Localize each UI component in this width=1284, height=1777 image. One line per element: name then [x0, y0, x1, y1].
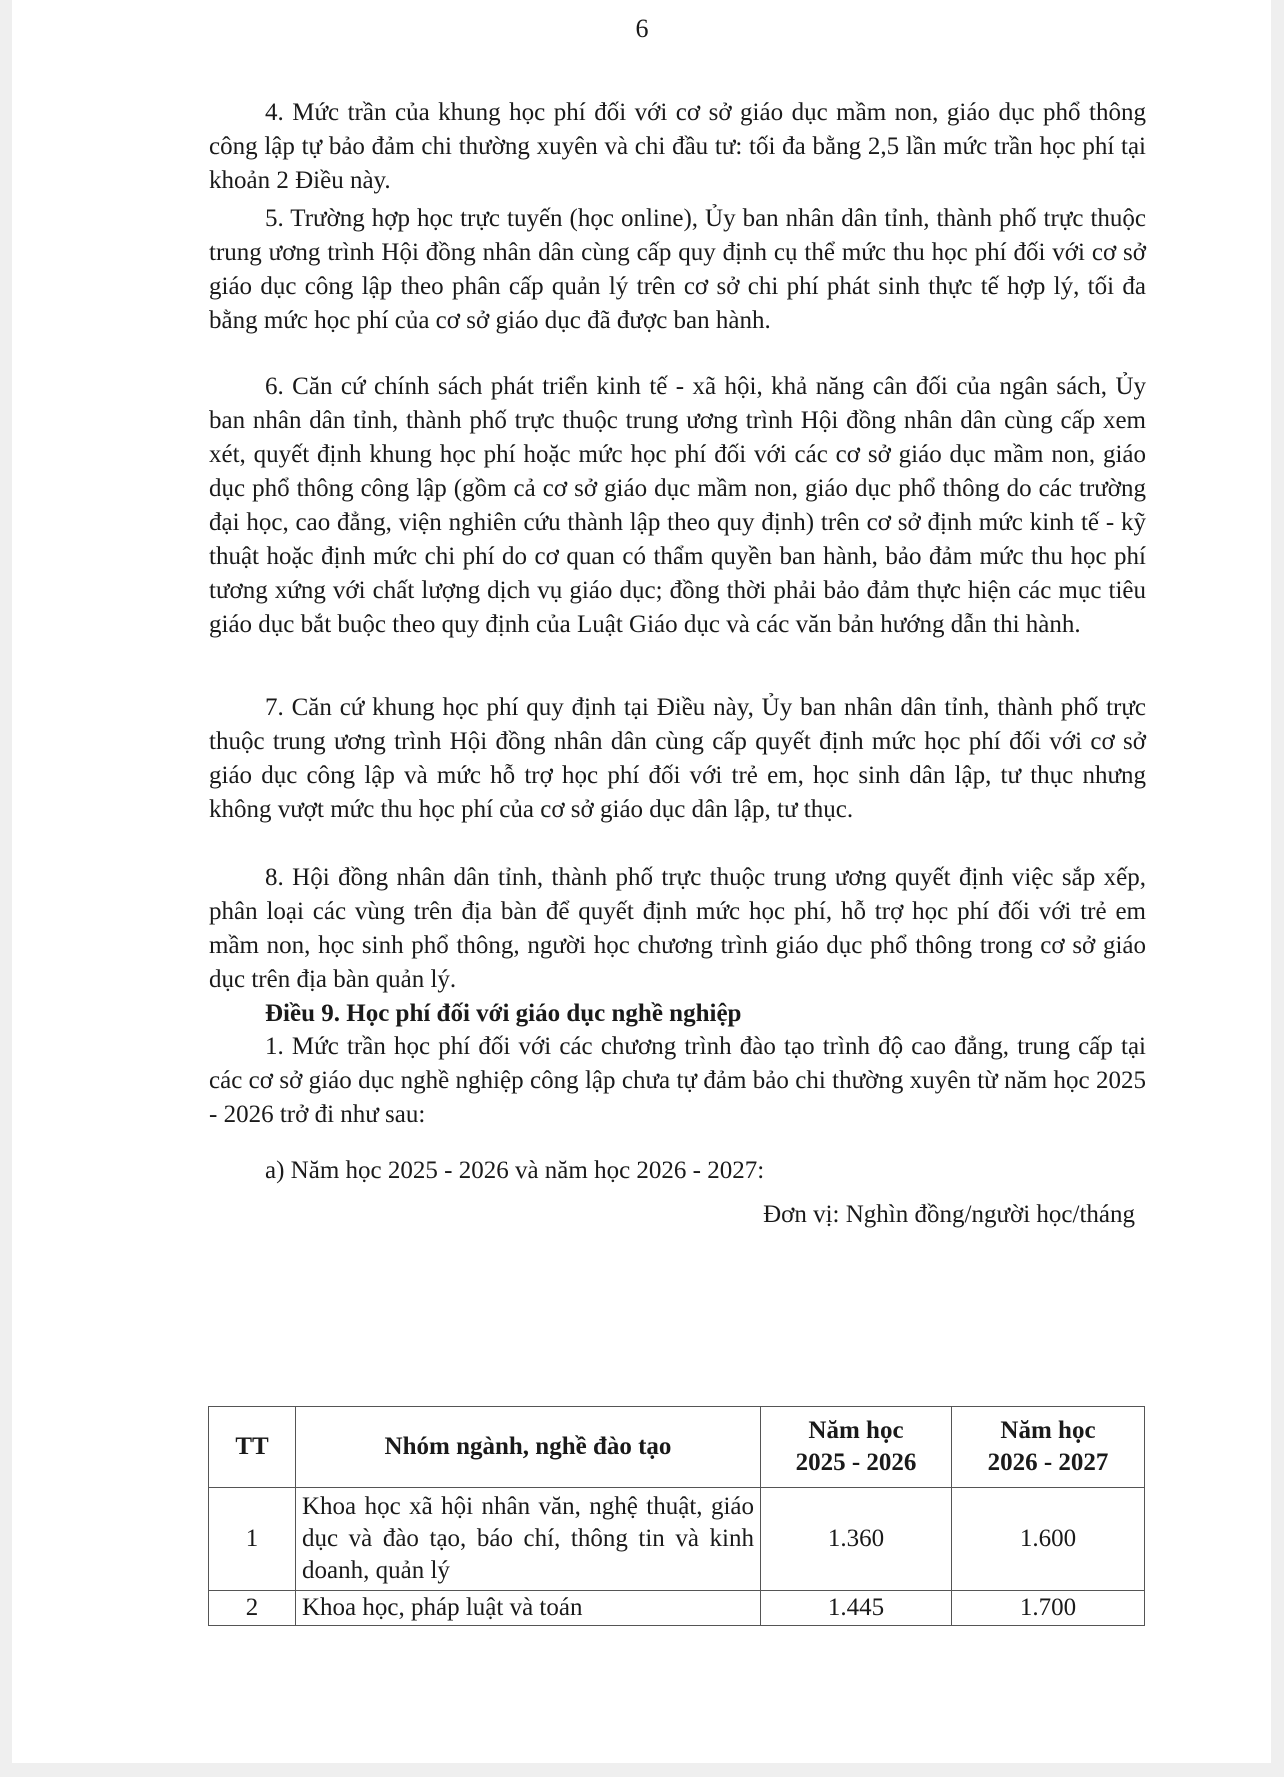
unit-label: Đơn vị: Nghìn đồng/người học/tháng: [763, 1201, 1135, 1228]
cell-name: Khoa học xã hội nhân văn, nghệ thuật, giáo dục và đào tạo, báo chí, thông tin và kinh doanh, quản lý: [296, 1488, 761, 1591]
header-tt: TT: [209, 1407, 296, 1488]
header-year-2025: [761, 1407, 952, 1488]
header-year-2026-line2: 2026 - 2027: [987, 1449, 1109, 1476]
paragraph-clause-8: 8. Hội đồng nhân dân tỉnh, thành phố trực thuộc trung ương quyết định việc sắp xếp, phân loại các vùng trên địa bàn để quyết định mức học phí, hỗ trợ học phí đối với trẻ em mầm non, học sinh phổ thông, người học chương trình giáo dục phổ thông trong cơ sở giáo dục trên địa bàn quản lý.: [209, 864, 1146, 993]
table-header-row: [209, 1407, 1145, 1488]
cell-tt: 1: [209, 1488, 296, 1591]
cell-name: Khoa học, pháp luật và toán: [296, 1591, 761, 1626]
header-year-2025-line1: Năm học: [808, 1417, 904, 1444]
cell-tt: 2: [209, 1591, 296, 1626]
article-heading: Điều 9. Học phí đối với giáo dục nghề nghiệp: [265, 1000, 742, 1027]
cell-year-2026: 1.700: [952, 1591, 1145, 1626]
header-year-2026: [952, 1407, 1145, 1488]
paragraph-clause-5: 5. Trường hợp học trực tuyến (học online), Ủy ban nhân dân tỉnh, thành phố trực thuộc trung ương trình Hội đồng nhân dân cùng cấp quy định cụ thể mức thu học phí đối với cơ sở giáo dục công lập theo phân cấp quản lý trên cơ sở chi phí phát sinh thực tế hợp lý, tối đa bằng mức học phí của cơ sở giáo dục đã được ban hành.: [209, 205, 1146, 334]
header-year-2025-line2: 2025 - 2026: [795, 1449, 917, 1476]
cell-year-2025: 1.445: [761, 1591, 952, 1626]
table-row: [209, 1488, 1145, 1591]
paragraph-clause-6: 6. Căn cứ chính sách phát triển kinh tế - xã hội, khả năng cân đối của ngân sách, Ủy ban nhân dân tỉnh, thành phố trực thuộc trung ương trình Hội đồng nhân dân cùng cấp xem xét, quyết định khung học phí hoặc mức học phí đối với các cơ sở giáo dục mầm non, giáo dục phổ thông công lập (gồm cả cơ sở giáo dục mầm non, giáo dục phổ thông do các trường đại học, cao đẳng, viện nghiên cứu thành lập theo quy định) trên cơ sở định mức kinh tế - kỹ thuật hoặc định mức chi phí do cơ quan có thẩm quyền ban hành, bảo đảm mức thu học phí tương xứng với chất lượng dịch vụ giáo dục; đồng thời phải bảo đảm thực hiện các mục tiêu giáo dục bắt buộc theo quy định của Luật Giáo dục và các văn bản hướng dẫn thi hành.: [209, 373, 1146, 638]
paragraph-clause-7: 7. Căn cứ khung học phí quy định tại Điều này, Ủy ban nhân dân tỉnh, thành phố trực thuộc trung ương trình Hội đồng nhân dân cùng cấp quyết định mức học phí đối với cơ sở giáo dục công lập và mức hỗ trợ học phí đối với trẻ em, học sinh dân lập, tư thục nhưng không vượt mức thu học phí của cơ sở giáo dục dân lập, tư thục.: [209, 694, 1146, 823]
point-a: a) Năm học 2025 - 2026 và năm học 2026 - 2027:: [265, 1157, 765, 1184]
page-number: 6: [635, 14, 649, 43]
cell-year-2026: 1.600: [952, 1488, 1145, 1591]
table-row: [209, 1591, 1145, 1626]
cell-year-2025: 1.360: [761, 1488, 952, 1591]
header-year-2026-line1: Năm học: [1000, 1417, 1096, 1444]
fee-table: [208, 1406, 1145, 1626]
header-name: Nhóm ngành, nghề đào tạo: [296, 1407, 761, 1488]
paragraph-clause-4: 4. Mức trần của khung học phí đối với cơ sở giáo dục mầm non, giáo dục phổ thông công lập tự bảo đảm chi thường xuyên và chi đầu tư: tối đa bằng 2,5 lần mức trần học phí tại khoản 2 Điều này.: [209, 99, 1146, 194]
article-clause-1: 1. Mức trần học phí đối với các chương trình đào tạo trình độ cao đẳng, trung cấp tại các cơ sở giáo dục nghề nghiệp công lập chưa tự đảm bảo chi thường xuyên từ năm học 2025 - 2026 trở đi như sau:: [209, 1033, 1146, 1128]
